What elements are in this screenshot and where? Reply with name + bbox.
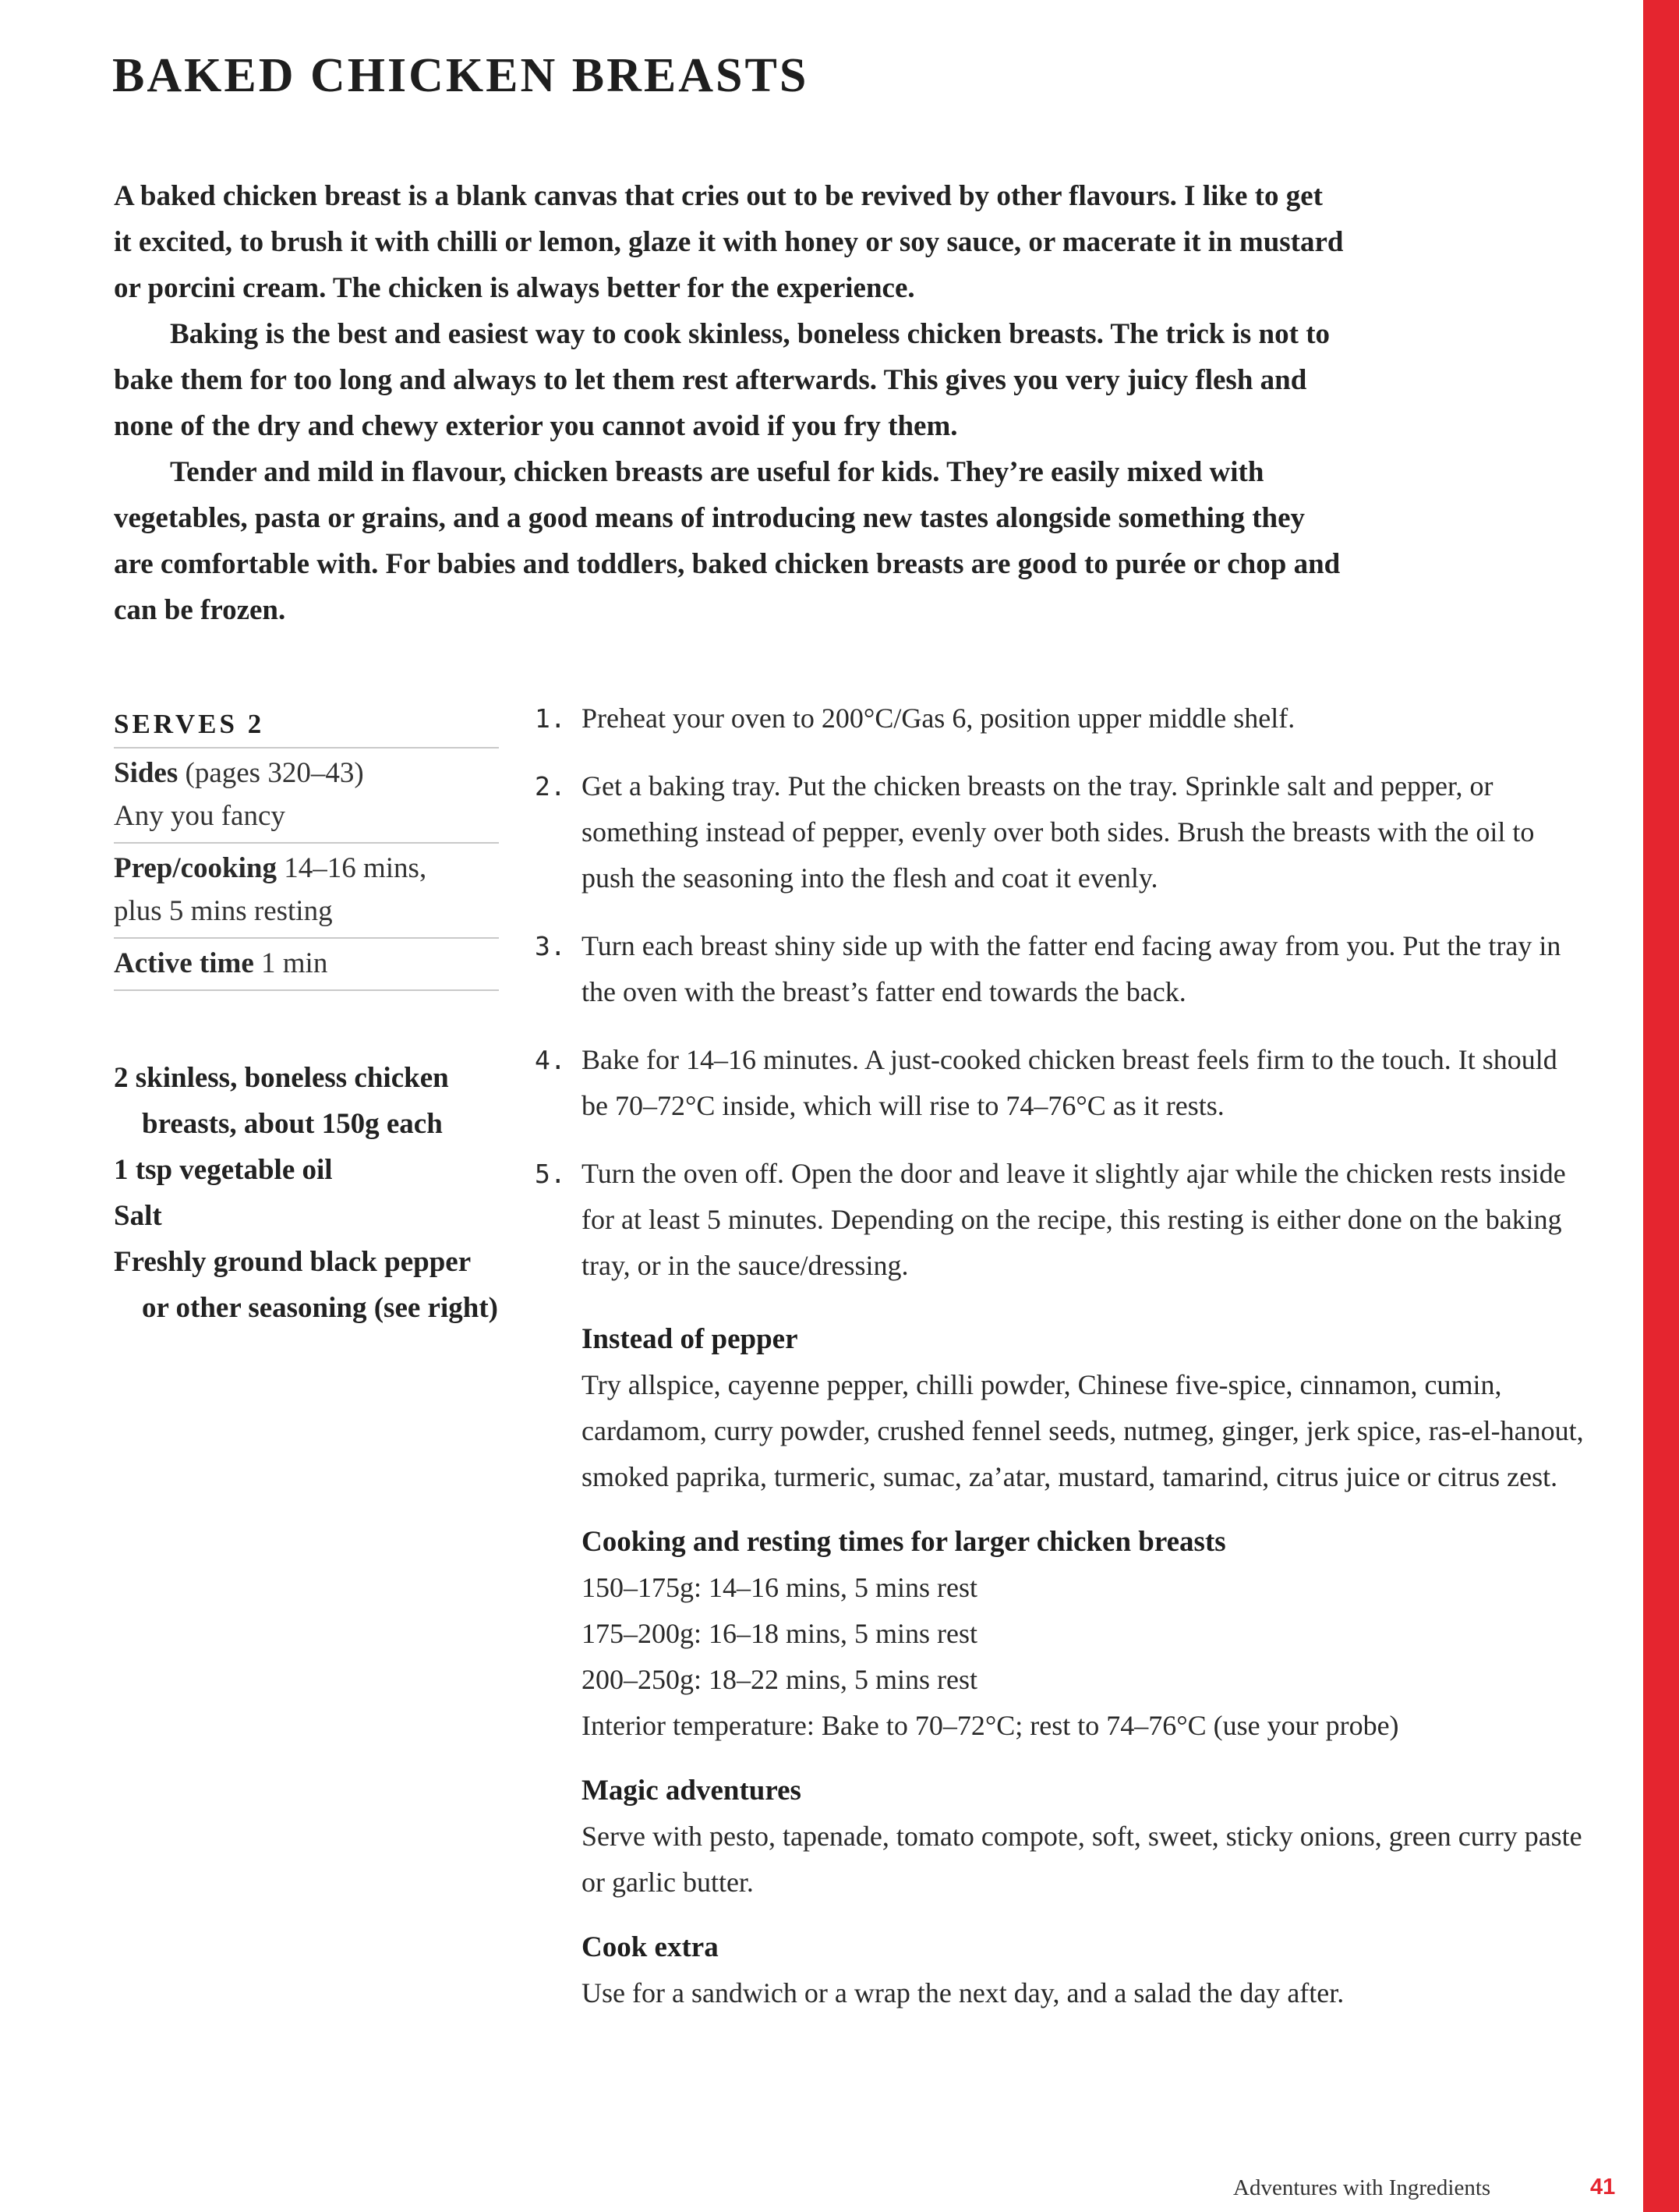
ingredient-item: Freshly ground black pepper or other seasoning (see right) (114, 1246, 498, 1324)
note-heading: Cook extra (581, 1931, 719, 1963)
note-heading: Instead of pepper (581, 1323, 798, 1355)
intro-paragraph: Tender and mild in flavour, chicken breasts are useful for kids. They’re easily mixed with vegetables, pasta or grains, and a good means of introducing new tastes alongside something they are comfortable with. For babies and toddlers, baked chicken breasts are good to purée or chop and can be frozen. (114, 456, 1341, 626)
ingredients-list (114, 1055, 499, 1331)
step-number: 2. (535, 771, 566, 802)
step-number: 3. (535, 931, 566, 961)
footer-section-title: Adventures with Ingredients (1233, 2175, 1491, 2200)
recipe-notes (581, 1316, 1595, 2035)
intro-paragraph: A baked chicken breast is a blank canvas that cries out to be revived by other flavours. I like to get it excited, to brush it with chilli or lemon, glaze it with honey or soy sauce, or macerate it in mustard or porcini cream. The chicken is always better for the experience. (114, 180, 1344, 304)
method-step (535, 923, 1571, 1015)
magic-adventures-note (581, 1768, 1595, 1906)
cook-extra-note (581, 1924, 1595, 2016)
active-time-label: Active time (114, 947, 254, 979)
note-text: Use for a sandwich or a wrap the next day, and a salad the day after. (581, 1977, 1345, 2008)
step-text: Get a baking tray. Put the chicken breasts on the tray. Sprinkle salt and pepper, or something instead of pepper, evenly over both sides. Brush the breasts with the oil to push the seasoning into the flesh and coat it evenly. (581, 770, 1535, 894)
method-step (535, 695, 1571, 741)
step-text: Turn each breast shiny side up with the fatter end facing away from you. Put the tray in the oven with the breast’s fatter end towards the back. (581, 930, 1561, 1007)
note-text: Serve with pesto, tapenade, tomato compote, soft, sweet, sticky onions, green curry paste or garlic butter. (581, 1821, 1582, 1898)
method-step (535, 1037, 1571, 1129)
page-number: 41 (1590, 2175, 1616, 2200)
active-time-value: 1 min (261, 947, 328, 979)
method-step (535, 763, 1571, 901)
note-text: Try allspice, cayenne pepper, chilli powder, Chinese five-spice, cinnamon, cumin, cardamom, curry powder, crushed fennel seeds, nutmeg, ginger, jerk spice, ras-el-hanout, smoked paprika, turmeric, sumac, za’atar, mustard, tamarind, citrus juice or citrus zest. (581, 1369, 1584, 1492)
note-heading: Cooking and resting times for larger chicken breasts (581, 1526, 1226, 1558)
prep-info (114, 844, 499, 939)
timing-line: 175–200g: 16–18 mins, 5 mins rest (581, 1618, 978, 1649)
recipe-info-column (114, 700, 499, 1331)
timing-line: 200–250g: 18–22 mins, 5 mins rest (581, 1664, 978, 1695)
recipe-title: BAKED CHICKEN BREASTS (112, 49, 809, 102)
prep-value: 14–16 mins, (284, 852, 427, 884)
timing-line: 150–175g: 14–16 mins, 5 mins rest (581, 1572, 978, 1603)
red-page-edge (1643, 0, 1679, 2212)
cooking-times-note (581, 1519, 1595, 1749)
method-steps (535, 695, 1571, 1311)
sides-label: Sides (114, 757, 179, 789)
step-text: Preheat your oven to 200°C/Gas 6, position upper middle shelf. (581, 703, 1295, 734)
sides-info (114, 749, 499, 844)
step-text: Turn the oven off. Open the door and leave it slightly ajar while the chicken rests inside for at least 5 minutes. Depending on the recipe, this resting is either done on the baking tray, or in the sauce/dressing. (581, 1158, 1566, 1281)
prep-note: plus 5 mins resting (114, 895, 333, 927)
active-time-info (114, 939, 499, 991)
step-number: 5. (535, 1159, 566, 1189)
instead-of-pepper-note (581, 1316, 1595, 1500)
prep-label: Prep/cooking (114, 852, 277, 884)
intro-paragraph: Baking is the best and easiest way to cook skinless, boneless chicken breasts. The trick is not to bake them for too long and always to let them rest afterwards. This gives you very juicy flesh and none of the dry and chewy exterior you cannot avoid if you fry them. (114, 318, 1331, 442)
sides-value: (pages 320–43) (185, 757, 364, 789)
ingredient-item: 2 skinless, boneless chicken breasts, about 150g each (114, 1062, 449, 1140)
ingredient-item: 1 tsp vegetable oil (114, 1154, 333, 1186)
step-text: Bake for 14–16 minutes. A just-cooked chicken breast feels firm to the touch. It should be 70–72°C inside, which will rise to 74–76°C as it rests. (581, 1044, 1557, 1121)
timing-line: Interior temperature: Bake to 70–72°C; rest to 74–76°C (use your probe) (581, 1710, 1399, 1741)
ingredient-item: Salt (114, 1200, 162, 1232)
serves-heading: SERVES 2 (114, 700, 499, 749)
intro-text (114, 173, 1345, 633)
method-step (535, 1151, 1571, 1289)
step-number: 1. (535, 703, 566, 734)
sides-note: Any you fancy (114, 800, 285, 832)
note-heading: Magic adventures (581, 1775, 801, 1807)
step-number: 4. (535, 1045, 566, 1075)
